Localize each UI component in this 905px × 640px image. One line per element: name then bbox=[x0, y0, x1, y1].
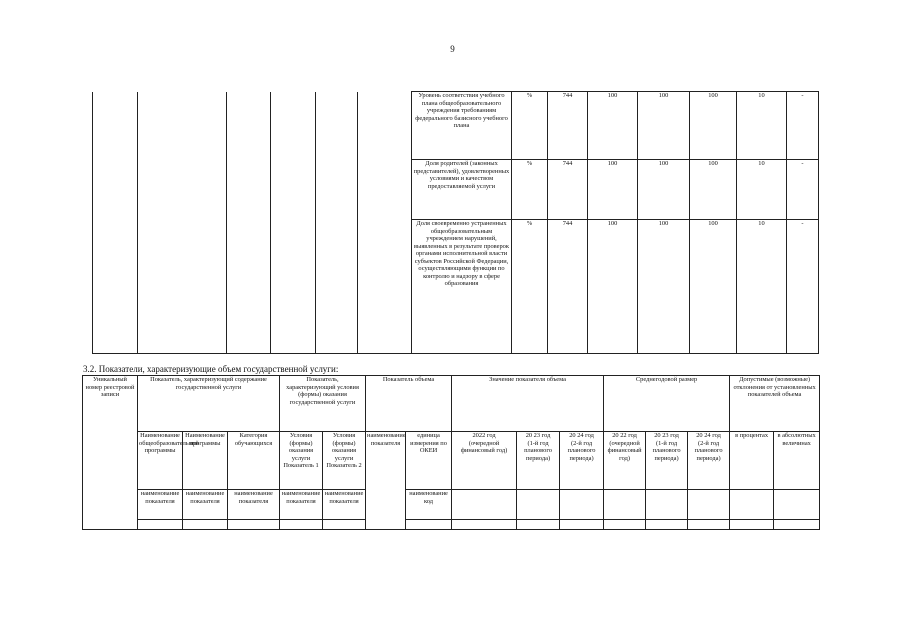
unit-code: код bbox=[424, 497, 434, 505]
section-title: 3.2. Показатели, характеризующие объем государственной услуги: bbox=[83, 364, 339, 374]
year-2022-header bbox=[452, 432, 517, 490]
page-number: 9 bbox=[450, 44, 455, 54]
year-label: 20 22 год bbox=[612, 432, 637, 439]
year-label: 20 23 год bbox=[525, 432, 551, 439]
program-name-header: Наименование общеобразовательной программы bbox=[138, 432, 183, 490]
unit-name: наименование bbox=[409, 490, 448, 497]
price-2023-header bbox=[646, 432, 688, 490]
value-2022-cell: 100 bbox=[588, 160, 638, 220]
deviation-absolute-cell: - bbox=[787, 220, 819, 354]
okei-code-cell: 744 bbox=[548, 92, 588, 160]
ind-name-label: наименование показателя bbox=[138, 490, 183, 520]
deviation-absolute-cell: - bbox=[787, 160, 819, 220]
value-2023-cell: 100 bbox=[638, 92, 690, 160]
content-indicator-header: Показатель, характеризующий содержание государственной услуги bbox=[138, 376, 280, 432]
year-note: (1-й год планового периода) bbox=[652, 439, 681, 462]
allowed-deviation-header: Допустимые (возможные) отклонения от установленных показателей объема bbox=[730, 376, 820, 432]
year-note: (2-й год планового периода) bbox=[567, 439, 596, 462]
unique-number-header: Уникальный номер реестровой записи bbox=[83, 376, 138, 530]
ind-name-label: наименование показателя bbox=[323, 490, 366, 520]
year-note: (очередной финансовый год) bbox=[460, 439, 508, 455]
year-note: (очередной финансовый год) bbox=[607, 439, 642, 462]
year-note: (1-й год планового периода) bbox=[524, 439, 552, 462]
volume-indicators-table bbox=[82, 375, 820, 530]
deviation-percent-cell: 10 bbox=[737, 220, 787, 354]
in-absolute-header: в абсолютных величинах bbox=[774, 432, 820, 490]
quality-indicators-continuation-table bbox=[92, 91, 819, 354]
year-2023-header bbox=[517, 432, 560, 490]
okei-code-cell: 744 bbox=[548, 220, 588, 354]
year-note: (2-й год планового периода) bbox=[694, 439, 723, 462]
unit-cell: % bbox=[512, 92, 548, 160]
year-label: 20 24 год bbox=[696, 432, 721, 439]
avg-price-header: Среднегодовой размер bbox=[604, 376, 730, 432]
indicator-name: Доля родителей (законных представителей), удовлетворенных условиями и качеством предоставляемой услуги bbox=[412, 160, 512, 220]
unit-cell: % bbox=[512, 220, 548, 354]
program-level-header: Наименование программы bbox=[183, 432, 228, 490]
value-2022-cell: 100 bbox=[588, 220, 638, 354]
price-2024-header bbox=[688, 432, 730, 490]
okei-code-cell: 744 bbox=[548, 160, 588, 220]
condition-1-header: Условия (формы) оказания услуги Показатель 1 bbox=[280, 432, 323, 490]
value-2022-cell: 100 bbox=[588, 92, 638, 160]
condition-2-header: Условия (формы) оказания услуги Показатель 2 bbox=[323, 432, 366, 490]
year-label: 20 23 год bbox=[654, 432, 679, 439]
volume-value-header: Значение показателя объема bbox=[452, 376, 604, 432]
year-2024-header bbox=[560, 432, 604, 490]
volume-indicator-header: Показатель объема bbox=[366, 376, 452, 432]
volume-name-header: наименование показателя bbox=[366, 432, 406, 530]
year-label: 20 24 год bbox=[569, 432, 594, 439]
deviation-absolute-cell: - bbox=[787, 92, 819, 160]
student-category-header: Категория обучающихся bbox=[228, 432, 280, 490]
value-2024-cell: 100 bbox=[690, 92, 737, 160]
value-2024-cell: 100 bbox=[690, 160, 737, 220]
value-2023-cell: 100 bbox=[638, 160, 690, 220]
ind-name-label: наименование показателя bbox=[280, 490, 323, 520]
in-percent-header: в процентах bbox=[730, 432, 774, 490]
header-row bbox=[83, 376, 820, 432]
unit-okei-header: единица измерения по ОКЕИ bbox=[406, 432, 452, 490]
table-row bbox=[93, 92, 819, 160]
table-row bbox=[83, 520, 820, 530]
header-row bbox=[83, 490, 820, 520]
unit-cell: % bbox=[512, 160, 548, 220]
deviation-percent-cell: 10 bbox=[737, 92, 787, 160]
value-2023-cell: 100 bbox=[638, 220, 690, 354]
ind-name-label: наименование показателя bbox=[183, 490, 228, 520]
year-label: 2022 год bbox=[472, 432, 496, 439]
header-row bbox=[83, 432, 820, 490]
deviation-percent-cell: 10 bbox=[737, 160, 787, 220]
price-2022-header bbox=[604, 432, 646, 490]
conditions-indicator-header: Показатель, характеризующий условия (формы) оказания государственной услуги bbox=[280, 376, 366, 432]
indicator-name: Уровень соответствия учебного плана общеобразовательного учреждения требованиям федерального базисного учебного плана bbox=[412, 92, 512, 160]
value-2024-cell: 100 bbox=[690, 220, 737, 354]
indicator-name: Доля своевременно устраненных общеобразовательным учреждением нарушений, выявленных в результате проверок органами исполнительной власти субъектов Российской Федерации, осуществляющими функции по контролю и надзору в сфере образования bbox=[412, 220, 512, 354]
unit-name-label bbox=[406, 490, 452, 520]
ind-name-label: наименование показателя bbox=[228, 490, 280, 520]
